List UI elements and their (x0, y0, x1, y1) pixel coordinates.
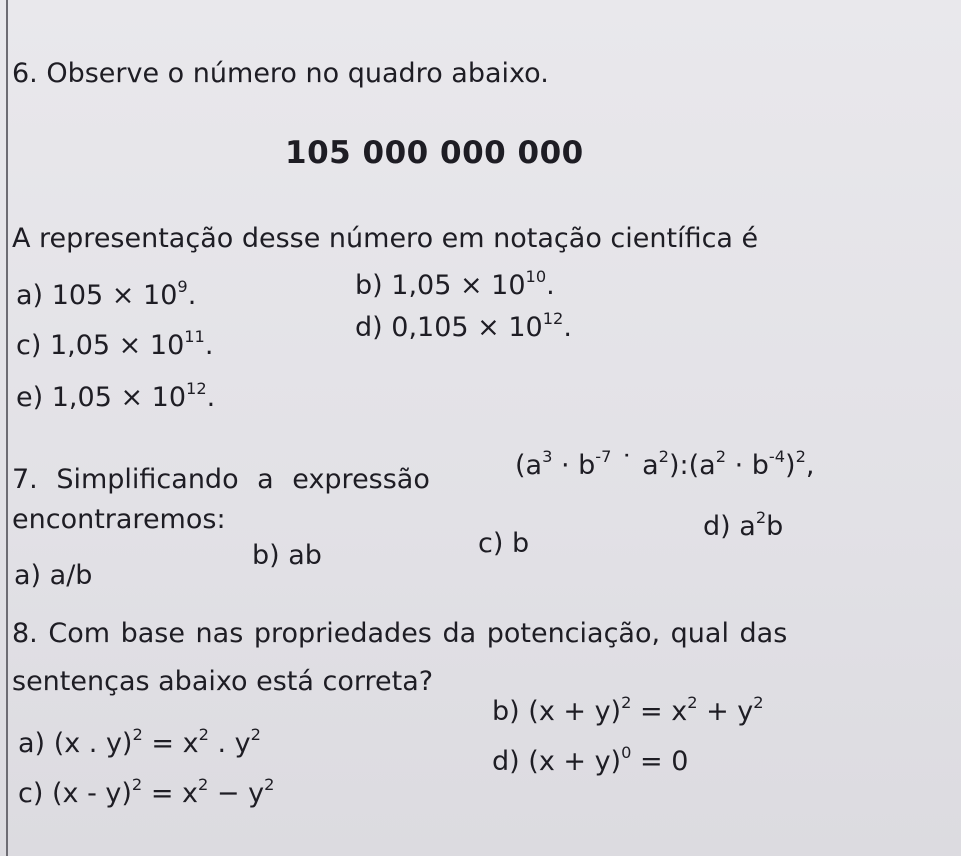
q7-expression: ($a^3 \cdot b^{-7}$ ˙ $a^2):(a^2 \cdot b^{-4})^2$, (515, 446, 815, 481)
q6-option-c[interactable]: c) $1,05 \times 10^{11}$. (16, 326, 214, 361)
page-left-edge (6, 0, 8, 856)
q7-option-d[interactable]: d) $a^2b$ (703, 507, 784, 542)
q6-statement: A representação desse número em notação científica é (12, 223, 759, 254)
q6-option-b[interactable]: b) $1,05 \times 10^{10}$. (355, 266, 555, 301)
q7-line2: encontraremos: (12, 504, 226, 535)
q8-option-a[interactable]: a) (x . $y)^2 = x^2$ . $y^2$ (18, 724, 261, 759)
q6-option-d[interactable]: d) $0,105 \times 10^{12}$. (355, 308, 572, 343)
q8-option-d[interactable]: d) $(x + y)^0 = 0$ (492, 742, 689, 777)
q7-option-c[interactable]: c) b (478, 528, 530, 559)
q8-option-b[interactable]: b) $(x + y)^2 = x^2 + y^2$ (492, 692, 764, 727)
q6-title: 6. Observe o número no quadro abaixo. (12, 58, 549, 89)
q7-title: 7. Simplificando a expressão (12, 464, 430, 495)
q8-line1: 8. Com base nas propriedades da potenciação, qual das (12, 618, 788, 649)
q6-option-e[interactable]: e) $1,05 \times 10^{12}$. (16, 378, 216, 413)
q6-number: 105 000 000 000 (285, 135, 584, 171)
q7-option-b[interactable]: b) ab (252, 540, 322, 571)
q7-option-a[interactable]: a) a/b (14, 560, 93, 591)
q8-option-c[interactable]: c) $(x - y)^2 = x^2 - y^2$ (18, 774, 275, 809)
q6-option-a[interactable]: a) $105 \times 10^9$. (16, 276, 197, 311)
q8-line2: sentenças abaixo está correta? (12, 666, 434, 697)
